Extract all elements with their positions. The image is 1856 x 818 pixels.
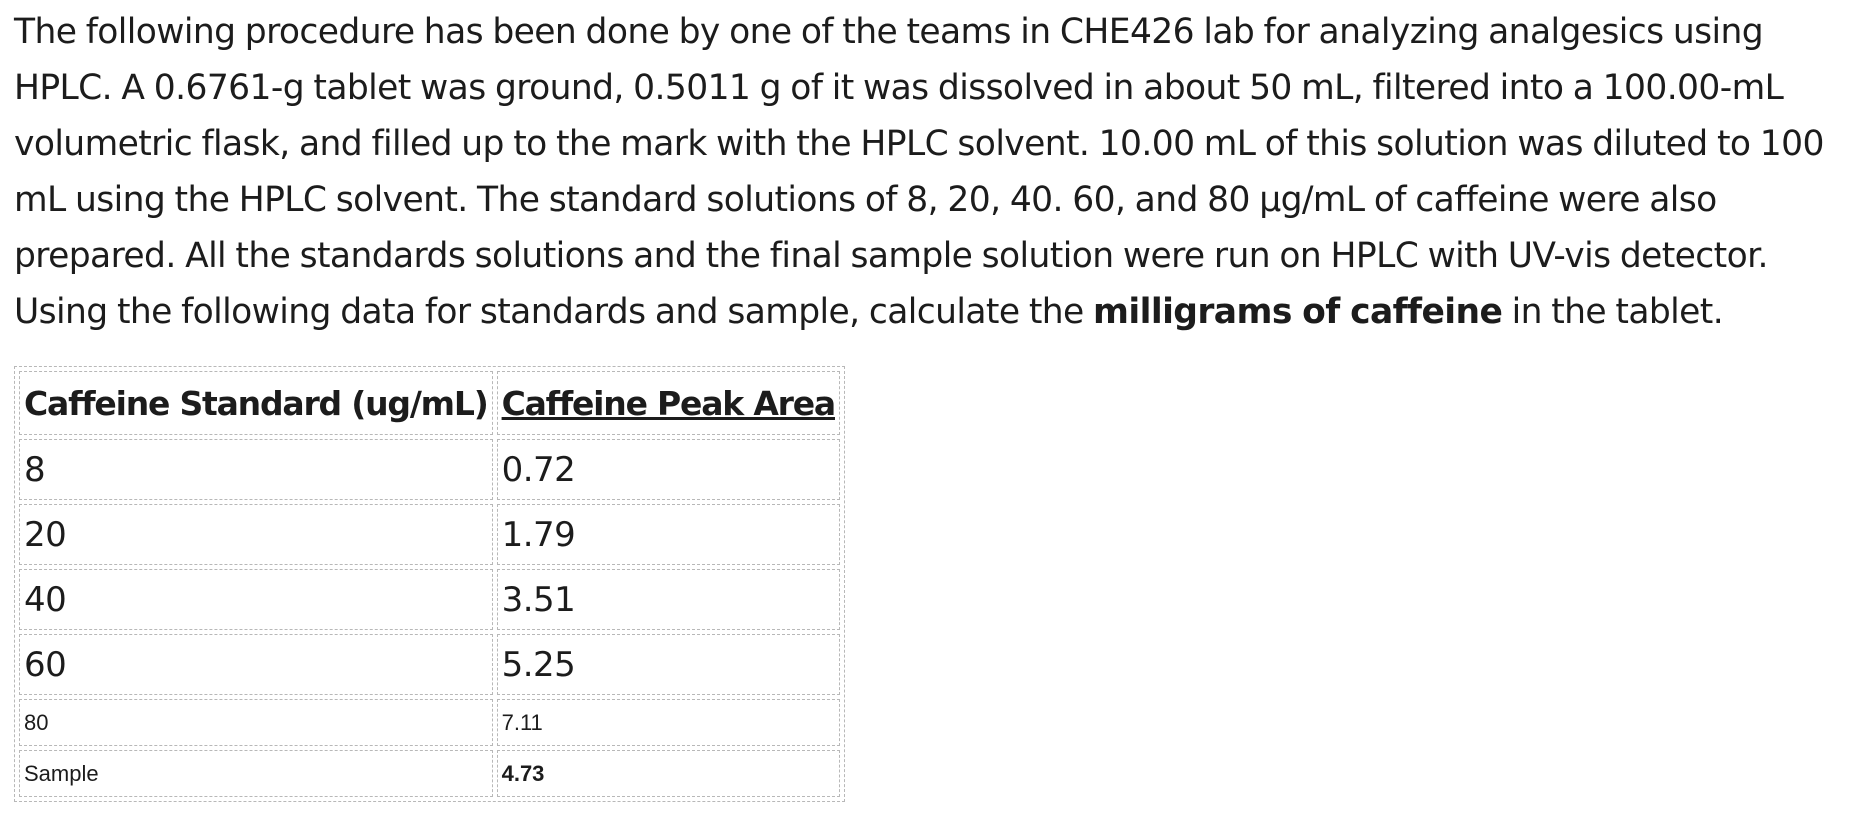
table-cell-peak-area: 0.72 (497, 439, 840, 500)
table-cell-sample-peak-area: 4.73 (497, 750, 840, 797)
table-row (19, 634, 840, 695)
table-cell-concentration: 40 (19, 569, 493, 630)
question-text (14, 4, 1852, 340)
table-cell-concentration: 80 (19, 699, 493, 746)
question-line-last (14, 284, 1852, 340)
table-row (19, 504, 840, 565)
table-cell-peak-area: 5.25 (497, 634, 840, 695)
table-cell-concentration: 60 (19, 634, 493, 695)
question-line: mL using the HPLC solvent. The standard solutions of 8, 20, 40. 60, and 80 μg/mL of caffeine were also (14, 180, 1717, 220)
table-cell-peak-area: 7.11 (497, 699, 840, 746)
table-cell-concentration: 8 (19, 439, 493, 500)
question-emphasis: milligrams of caffeine (1093, 292, 1503, 332)
table-cell-peak-area: 3.51 (497, 569, 840, 630)
table-cell-peak-area: 1.79 (497, 504, 840, 565)
column-header-concentration: Caffeine Standard (ug/mL) (19, 371, 493, 435)
table-cell-sample-label: Sample (19, 750, 493, 797)
table-row-sample (19, 750, 840, 797)
calibration-table (14, 366, 845, 802)
question-text-segment: Using the following data for standards and sample, calculate the (14, 292, 1094, 332)
question-line: prepared. All the standards solutions and the final sample solution were run on HPLC with UV-vis detector. (14, 236, 1768, 276)
table-row (19, 699, 840, 746)
table-row (19, 439, 840, 500)
table-row (19, 569, 840, 630)
question-line: volumetric flask, and filled up to the mark with the HPLC solvent. 10.00 mL of this solution was diluted to 100 (14, 124, 1824, 164)
question-line: HPLC. A 0.6761-g tablet was ground, 0.5011 g of it was dissolved in about 50 mL, filtered into a 100.00-mL (14, 68, 1784, 108)
column-header-peak-area: Caffeine Peak Area (497, 371, 840, 435)
question-text-segment: in the tablet. (1502, 292, 1724, 332)
question-line: The following procedure has been done by one of the teams in CHE426 lab for analyzing analgesics using (14, 12, 1764, 52)
table-cell-concentration: 20 (19, 504, 493, 565)
table-header-row (19, 371, 840, 435)
